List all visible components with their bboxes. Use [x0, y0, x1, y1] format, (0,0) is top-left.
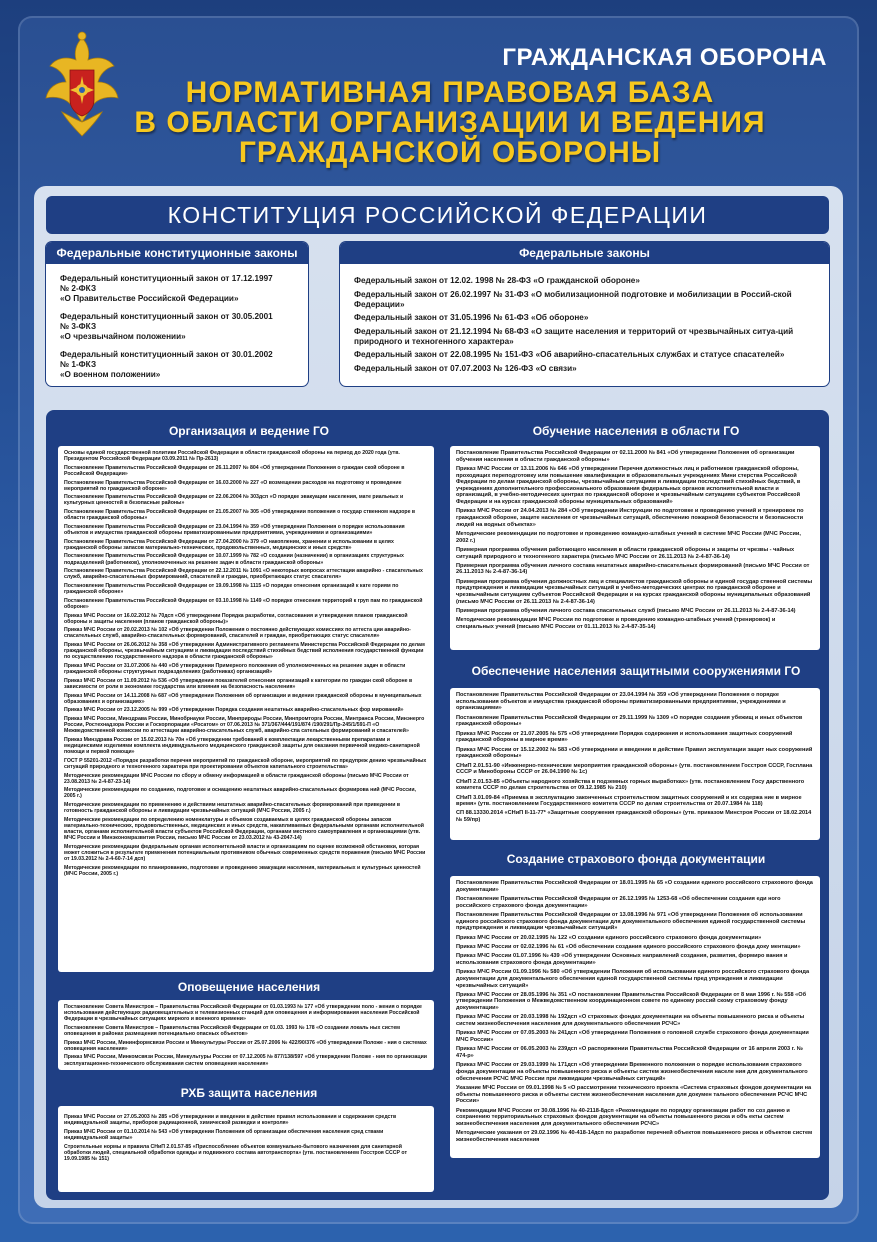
list-item: Приказ МЧС России от 24.04.2013 № 284 «Об утверждении Инструкции по подготовке и проведению учений и тренировок по гражданской обороне, защите населения от чрезвычайных ситуаций, обеспечению пожарной безопасности и безопасности людей на водных объектах» — [456, 508, 804, 528]
list-item: Приказ МЧС России от 31.07.2006 № 440 «Об утверждении Примерного положения об уполномоченных на решение задач в области гражданской обороны структурных подразделениях (работниках) организаций» — [64, 663, 406, 676]
list-item: Приказ МЧС России от 21.07.2005 № 575 «Об утверждении Порядка содержания и использования защитных сооружений гражданской обороны в мирное время» — [456, 730, 793, 744]
list-item: Приказ МЧС России 01.07.1996 № 439 «Об утверждении Основных направлений создания, развития, формиро вания и использования страхового фонда документации» — [456, 953, 788, 966]
list-item: Методические рекомендации МЧС России по подготовке и проведению командно-штабных учений (тренировок) и специальных учений (письмо МЧС России от 01.11.2013 № 2-4-87-35-14) — [456, 617, 776, 631]
list-item: Постановление Правительства Российской Федерации от 13.08.1996 № 971 «Об утверждении Положения об использовании единого российского страхового фонда документации для документального обеспечения единой государственной системы предупреждения и ликвидации чрезвычайных ситуаций» — [456, 911, 806, 932]
list-item: СНиП 3.01.09-84 «Приемка в эксплуатацию законченных строительством защитных сооружений и их содержа ние в мирное время» (утв. постановлением Государственного комитета СССР по делам строительства от 20.07.1984 № 118) — [456, 794, 802, 808]
shelter-list — [450, 688, 820, 840]
list-item: Методические рекомендации по определению номенклатуры и объемов создаваемых в целях гражданской обороны запасов материально-технических, продовольственных, медицинских и иных средств, накапливаемых федеральными органами исполнительной власти, органами исполнительной власти субъектов Российской Федерации, органами местного самоуправления и организациями (утв. МЧС России и Минэкономразвития России, письмо МЧС России от 23.03.2012 № 43-2047-14) — [64, 816, 424, 842]
rhb-title: РХБ защита населения — [180, 1086, 318, 1100]
list-item: Примерная программа обучения личного состава спасательных служб (письмо МЧС России от 26.11.2013 № 2-4-87-36-14) — [456, 608, 796, 615]
list-item: Постановление Правительства Российской Федерации от 02.11.2000 № 841 «Об утверждении Положения об организации обучения населения в области гражданской обороны» — [456, 450, 795, 463]
rhb-list — [58, 1106, 434, 1192]
list-item: Приказ МЧС России от 13.11.2006 № 646 «Об утверждении Перечня должностных лиц и работников гражданской обороны, проходящих переподготовку или повышение квалификации в образовательных учреждениях Мини стерства Российской Федерации по делам гражданской обороны, чрезвычайным ситуациям и ликвидации последствий стихийных бедствий, в учреждениях дополнительного профессионального образования федеральных органов исполнительной власти и организаций, в учебно-методических центрах по гражданской обороне и чрезвычайным ситуациям субъектов Российской Федерации и на курсах гражданской обороны муниципальных образований» — [456, 465, 801, 505]
list-item: Постановление Совета Министров – Правительства Российской Федерации от 01.03.1993 № 177 «Об утверждении поло - жения о порядке использования действующих радиовещательных и телевизионных станций для оповещения и информирования населения Российской Федерации в чрезвычайных ситуациях мирного и военного времени» — [64, 1004, 422, 1023]
list-item: Строительные нормы и правила СНиП 2.01.57-85 «Приспособление объектов коммунально-бытового назначения для санитарной обработки людей, специальной обработки одежды и подвижного состава автотранспорта» (утв. постановлением Госстроя СССР от 19.09.1985 № 151) — [64, 1143, 407, 1162]
list-item: Федеральный конституционный закон от 30.05.2001 № 3-ФКЗ «О чрезвычайном положении» — [60, 312, 273, 341]
list-item: Постановление Правительства Российской Федерации от 23.04.1994 № 359 «Об утверждении Положения о порядке использования объектов и имущества гражданской обороны приватизированными предприятиями, учреждениями и организациями» — [64, 523, 405, 536]
list-item: Методические рекомендации федеральным органам исполнительной власти и организациям по оценке возможной обстановки, которая может сложиться в результате применения потенциальным противником обычных современных средств поражения (письмо МЧС России от 19.03.2012 № 2-4-60-7-14 дсп) — [64, 843, 426, 863]
fkz-list — [46, 264, 308, 380]
fkz-header: Федеральные конституционные законы — [46, 242, 308, 264]
list-item: Приказ МЧС России от 28.05.1996 № 351 «О постановлении Правительства Российской Федерации от 8 мая 1996 г. № 558 «Об утверждении Положения о Межведомственном координационном совете по единому россий скому страховому фонду документации» — [456, 991, 807, 1012]
list-item: Приказ МЧС России, Минздрава России, Минобрнауки России, Минприроды России, Минпромторга России, Минтранса России, Минэнерго России, Ростехнадзора России и Госкорпорации «Росатом» от 07.06.2013 № 371/367/444/191/874 /190/291/Пр-245/1/591-П «О Межведомственной комиссии по аттестации аварийно-спасательных служб, аварийно-спа сательных формирований и спасателей» — [64, 716, 425, 735]
list-item: Основы единой государственной политики Российской Федерации в области гражданской обороны на период до 2020 года (утв. Президентом Российской Федерации 03.09.2011 № Пр-2613) — [64, 450, 400, 463]
list-item: Постановление Совета Министров – Правительства Российской Федерации от 01.03. 1993 № 178 «О создании локаль ных систем оповещения в районах размещения потенциально опасных объектов» — [64, 1024, 400, 1037]
list-item: Постановление Правительства Российской Федерации от 03.10.1998 № 1149 «О порядке отнесения территорий к груп пам по гражданской обороне» — [64, 597, 423, 610]
insurance-list — [450, 876, 820, 1158]
fz-list — [340, 264, 829, 374]
constitution-banner: КОНСТИТУЦИЯ РОССИЙСКОЙ ФЕДЕРАЦИИ — [46, 196, 829, 234]
list-item: Постановление Правительства Российской Федерации от 21.05.2007 № 305 «Об утверждении положения о государ ственном надзоре в области гражданской обороны» — [64, 509, 416, 522]
emergency-ministry-emblem-icon — [36, 30, 128, 142]
list-item: Приказ МЧС России от 11.09.2012 № 536 «Об утверждении показателей отнесения организаций к категории по граждан ской обороне в зависимости от роли в экономике государства или влияния на безопасность населения» — [64, 677, 413, 690]
list-item: Примерная программа обучения должностных лиц и специалистов гражданской обороны и единой государ ственной системы предупреждения и ликвидации чрезвычайных ситуаций в учебно-методических центрах по гражданской обороне и чрезвычайным ситуациям субъектов Российской Федерации и на курсах гражданской обороны муниципальных образований (письмо МЧС России от 26.11.2013 № 2-4-87-36-14) — [456, 578, 813, 605]
training-title: Обучение населения в области ГО — [532, 424, 740, 438]
list-item: Постановление Правительства Российской Федерации от 16.03.2000 № 227 «О возмещении расходов на подготовку и проведение мероприятий по гражданской обороне» — [64, 479, 402, 492]
top-label: ГРАЖДАНСКАЯ ОБОРОНА — [502, 44, 827, 71]
list-item: Приказ МЧС России от 20.02.2013 № 102 «Об утверждении Положения о постоянно действующих комиссиях по аттеста ции аварийно-спасательных служб, аварийно-спасательных формирований, спасателей и граждан, приобретающих статус спасателя» — [64, 627, 411, 640]
list-item: Рекомендации МЧС России от 30.08.1996 № 40-2118-8дсп «Рекомендации по порядку организации работ по соз данию и сохранению территориальных страховых фондов документации на объекты повышенного риска и объ екты систем жизнеобеспечения населения для документального обеспечения РСЧС» — [456, 1107, 790, 1127]
list-item: Постановление Правительства Российской Федерации от 26.12.1995 № 1253-68 «Об обеспечении создания еди ного российского страхового фонда документации» — [456, 895, 781, 909]
list-item: Федеральный закон от 07.07.2003 № 126-ФЗ «О связи» — [354, 363, 577, 373]
list-item: Постановление Правительства Российской Федерации от 29.11.1999 № 1309 «О порядке создания убежищ и иных объектов гражданской обороны» — [456, 714, 803, 728]
main-title-line: НОРМАТИВНАЯ ПРАВОВАЯ БАЗА — [185, 76, 715, 109]
list-item: Методические рекомендации по применению и действиям нештатных аварийно-спасательных формирований при приведении в готовность гражданской обороны и ликвидации чрезвычайных ситуаций (МЧС России, 2005 г.) — [64, 802, 401, 815]
list-item: Постановление Правительства Российской Федерации от 22.12.2011 № 1091 «О некоторых вопросах аттестации аварийно - спасательных служб, аварийно-спасательных формирований, спасателей и граждан, приобретающих статус спасателя» — [64, 568, 423, 581]
list-item: Методические рекомендации по созданию, подготовке и оснащению нештатных аварийно-спасательных формирова ний (МЧС России, 2005 г.) — [64, 787, 416, 800]
fz-header: Федеральные законы — [340, 242, 829, 264]
org-list — [58, 446, 434, 972]
list-item: Постановление Правительства Российской Федерации от 26.11.2007 № 804 «Об утверждении Положения о граждан ской обороне в Российской Федерации» — [64, 464, 405, 477]
list-item: Приказ МЧС России от 07.05.2003 № 241дсп «Об утверждении Положения о головной службе страхового фонда документации МЧС России» — [456, 1030, 809, 1044]
main-title-line: ГРАЖДАНСКОЙ ОБОРОНЫ — [238, 136, 662, 169]
list-item: Приказ МЧС России от 23.12.2005 № 999 «Об утверждении Порядка создания нештатных аварийно-спасательных фор мирований» — [64, 707, 404, 714]
list-item: Федеральный конституционный закон от 17.12.1997 № 2-ФКЗ «О Правительстве Российской Федерации» — [60, 274, 273, 303]
list-item: Приказ МЧС России от 27.05.2003 № 285 «Об утверждении и введении в действие правил использования и содержания средств индивидуальной защиты, приборов радиационной, химической разведки и контроля» — [64, 1114, 397, 1127]
list-item: Приказ МЧС России от 20.03.1998 № 192дсп «О страховых фондах документации на объекты повышенного риска и объекты систем жизнеобеспечения населения для документального обеспечения РСЧС» — [456, 1014, 805, 1028]
list-item: Примерная программа обучения личного состава нештатных аварийно-спасательных формирований (письмо МЧС России от 26.11.2013 № 2-4-87-36-14) — [456, 562, 810, 576]
notify-list — [58, 1000, 434, 1070]
list-item: Методические указания от 29.02.1996 № 40-418-14дсп по разработке перечней объектов повышенного риска и объектов систем жизнеобеспечения населения — [456, 1130, 813, 1143]
list-item: СП 88.13330.2014 «СНиП II-11-77* «Защитные сооружения гражданской обороны» (утв. приказом Минстроя России от 18.02.2014 № 59/пр) — [456, 810, 812, 824]
list-item: Постановление Правительства Российской Федерации от 18.01.1995 № 65 «О создании единого российского страхового фонда документации» — [456, 880, 813, 893]
list-item: Постановление Правительства Российской Федерации от 19.09.1998 № 1115 «О порядке отнесения организаций к кате гориям по гражданской обороне» — [64, 583, 399, 596]
list-item: Приказ МЧС России, Минкомсвязи России, Минкультуры России от 07.12.2005 № 877/138/597 «Об утверждении Положе - ния по организации эксплуатационно-технического обслуживания систем оповещения населения» — [64, 1054, 427, 1067]
main-title — [130, 78, 770, 168]
list-item: Методические рекомендации по планированию, подготовке и проведению эвакуации населения, материальных и культурных ценностей (МЧС России, 2005 г.) — [64, 864, 421, 877]
list-item: Федеральный закон от 31.05.1996 № 61-ФЗ «Об обороне» — [354, 313, 589, 322]
list-item: Приказ МЧС России от 29.03.1999 № 171дсп «Об утверждении Временного положения о порядке использования страхового фонда документации на объекты повышенного риска и объекты систем жизнеобеспечения населе ния для документального обеспечения РСЧС МЧС России при ликвидации чрезвычайных ситуаций» — [456, 1062, 808, 1082]
fkz-box — [46, 242, 308, 386]
list-item: Федеральный закон от 21.12.1994 № 68-ФЗ «О защите населения и территорий от чрезвычайных ситуа-ций природного и техногенного характера» — [354, 326, 794, 346]
list-item: Федеральный закон от 22.08.1995 № 151-ФЗ «Об аварийно-спасательных службах и статусе спасателей» — [354, 350, 785, 359]
list-item: Приказ МЧС России от 16.02.2012 № 70дсп «Об утверждении Порядка разработки, согласования и утверждения планов гражданской обороны и защиты населения (планов гражданской обороны)» — [64, 612, 408, 625]
notify-title: Оповещение населения — [177, 980, 321, 994]
list-item: Приказ МЧС России от 26.06.2012 № 358 «Об утверждении Административного регламента Министерства Российской Федерации по делам гражданской обороны, чрезвычайным ситуациям и ликвидации последствий стихийных бедствий исполнения государственной функции по осуществлению государственного надзора в области гражданской обороны» — [64, 642, 425, 661]
list-item: Приказ МЧС России от 01.10.2014 № 543 «Об утверждении Положения об организации обеспечения населения сред ствами индивидуальной защиты» — [64, 1128, 384, 1141]
list-item: Приказ МЧС России от 06.05.2003 № 239дсп «О распоряжении Правительства Российской Федерации от 16 апреля 2003 г. № 474-р» — [456, 1046, 803, 1060]
list-item: Федеральный закон от 12.02. 1998 № 28-ФЗ «О гражданской обороне» — [354, 276, 640, 285]
shelter-title: Обеспечение населения защитными сооружениями ГО — [471, 664, 801, 678]
list-item: Методические рекомендации по подготовке и проведению командно-штабных учений в системе МЧС России (МЧС России, 2002 г.) — [456, 530, 801, 544]
fz-box — [340, 242, 829, 386]
list-item: Постановление Правительства Российской Федерации от 23.04.1994 № 359 «Об утверждении Положения о порядке использования объектов и имущества гражданской обороны приватизированными предприятиями, учреждениями и организациями» — [456, 692, 786, 712]
list-item: Постановление Правительства Российской Федерации от 27.04.2000 № 379 «О накоплении, хранении и использовании в целях гражданской обороны запасов материально-технических, продовольственных, медицинских и иных средств» — [64, 538, 394, 551]
list-item: Приказ МЧС России от 20.02.1995 № 122 «О создании единого российского страхового фонда документации» — [456, 934, 762, 941]
list-item: СНиП 2.01.51-90 «Инженерно-технические мероприятия гражданской обороны» (утв. постановлением Госстроя СССР, Госплана СССР и Минобороны СССР от 26.04.1990 № 1с) — [456, 762, 813, 776]
list-item: ГОСТ Р 55201-2012 «Порядок разработки перечня мероприятий по гражданской обороне, мероприятий по предупреж дению чрезвычайных ситуаций природного и техногенного характера при проектировании объектов капитального строительства» — [64, 757, 427, 770]
list-item: Приказ МЧС России от 15.12.2002 № 583 «Об утверждении и введении в действие Правил эксплуатации защит ных сооружений гражданской обороны» — [456, 746, 813, 760]
list-item: Приказ МЧС России от 02.02.1996 № 61 «Об обеспечении создания единого российского страхового фонда доку ментации» — [456, 943, 801, 950]
list-item: Примерная программа обучения работающего населения в области гражданской обороны и защиты от чрезвы - чайных ситуаций природного и техногенного характера (письмо МЧС России от 26.11.2013 № 2-4-87-36-14) — [456, 546, 795, 560]
list-item: Постановление Правительства Российской Федерации от 10.07.1999 № 782 «О создании (назначении) в организациях структурных подразделений (работников), уполномоченных на решение задач в области гражданской обороны» — [64, 553, 404, 566]
org-title: Организация и ведение ГО — [168, 424, 330, 438]
list-item: Федеральный конституционный закон от 30.01.2002 № 1-ФКЗ «О военном положении» — [60, 350, 273, 379]
list-item: СНиП 2.01.53-85 «Объекты народного хозяйства в подземных горных выработках» (утв. постановлением Госу дарственного комитета СССР по делам строительства от 09.12.1985 № 210) — [456, 778, 805, 792]
list-item: Приказ МЧС России 01.09.1996 № 580 «Об утверждении Положения об использовании единого российского страхового фонда документации для документального обеспечения единой государственной системы пред упреждения и ликвидации чрезвычайных ситуаций» — [456, 969, 810, 989]
main-title-line: В ОБЛАСТИ ОРГАНИЗАЦИИ И ВЕДЕНИЯ — [134, 106, 766, 139]
list-item: Приказ МЧС России от 14.11.2008 № 687 «Об утверждении Положения об организации и ведении гражданской обороны в муниципальных образованиях и организациях» — [64, 692, 422, 705]
list-item: Постановление Правительства Российской Федерации от 22.06.2004 № 303дсп «О порядке эвакуации населения, мате риальных и культурных ценностей в безопасные районы» — [64, 494, 404, 507]
list-item: Приказ МЧС России, Мининформсвязи России и Минкультуры России от 25.07.2006 № 422/90/376 «Об утверждении Положе - ния о системах оповещения населения» — [64, 1039, 427, 1052]
list-item: Приказ Минздрава России от 15.02.2013 № 70н «Об утверждении требований к комплектации лекарственными препаратами и медицинскими изделиями комплекта индивидуального медицинского гражданской защиты для оказания первичной медико-санитарной помощи и первой помощи» — [64, 736, 420, 756]
list-item: Федеральный закон от 26.02.1997 № 31-ФЗ «О мобилизационной подготовке и мобилизации в Россий-ской Федерации» — [354, 289, 792, 309]
training-list — [450, 446, 820, 650]
list-item: Методические рекомендации МЧС России по сбору и обмену информацией в области гражданской обороны (письмо МЧС России от 23.08.2013 № 2-4-87-23-14) — [64, 772, 409, 785]
insurance-title: Создание страхового фонда документации — [506, 852, 766, 866]
list-item: Указание МЧС России от 09.01.1998 № 5 «О рассмотрении технического проекта «Система страховых фондов документации на объекты повышенного риска и объекты систем жизнеобеспечения населения для докумен тального обеспечения РСЧС МЧС России» — [456, 1085, 812, 1105]
